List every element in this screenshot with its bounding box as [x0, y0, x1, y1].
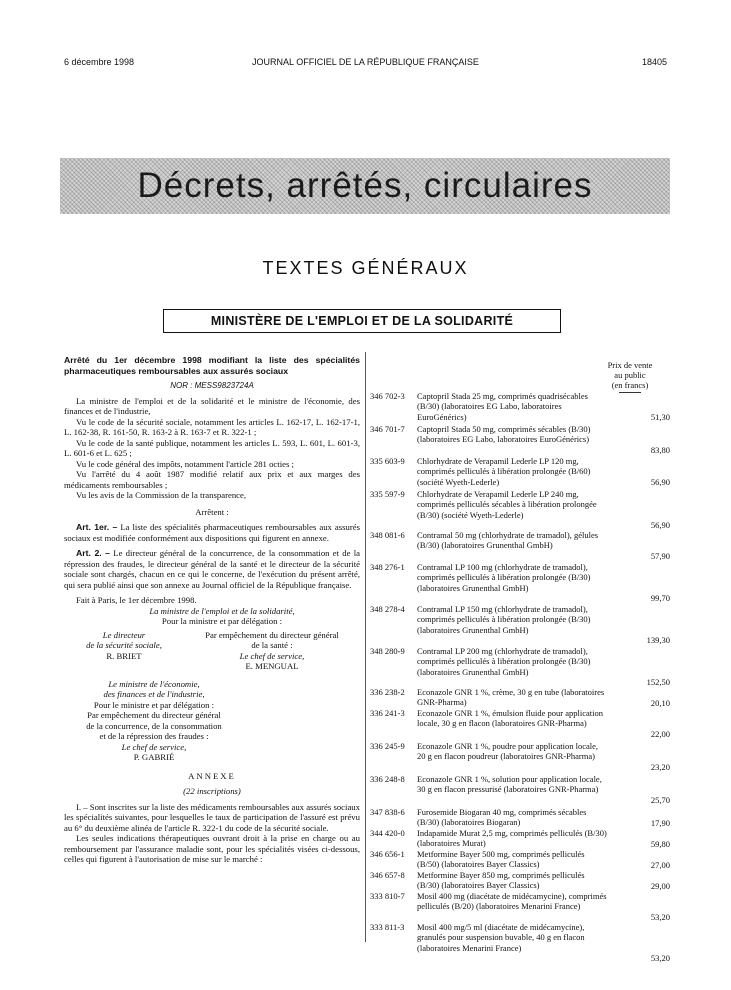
medication-description: Econazole GNR 1 %, solution pour application locale, 30 g en flacon pressurisé (laboratoires GNR-Pharma): [417, 774, 602, 795]
medication-description: Contramal LP 150 mg (chlorhydrate de tramadol), comprimés pelliculés à libération prolongée (B/30) (laboratoires Grunenthal GmbH): [417, 604, 591, 635]
preamble-paragraph: Vu le code général des impôts, notamment l'article 281 octies ;: [76, 458, 294, 469]
cip-code: 347 838-6: [370, 807, 405, 817]
ministry-box: MINISTÈRE DE L'EMPLOI ET DE LA SOLIDARITÉ: [163, 309, 561, 333]
medication-price: 57,90: [650, 550, 670, 561]
medication-row: [370, 489, 670, 530]
medication-price: 53,20: [650, 911, 670, 922]
medication-price: 25,70: [650, 794, 670, 805]
medication-row: [370, 687, 670, 708]
signature-left: [64, 630, 184, 672]
medication-description: Contramal LP 200 mg (chlorhydrate de tramadol), comprimés pelliculés à libération prolongée (B/30) (laboratoires Grunenthal GmbH): [417, 646, 591, 677]
cip-code: 348 280-9: [370, 646, 405, 656]
cip-code: 346 657-8: [370, 870, 405, 880]
signature-line: de la santé :: [251, 640, 293, 650]
section-banner: [60, 158, 670, 214]
annexe-heading: ANNEXE: [188, 770, 236, 781]
medication-price: 56,90: [650, 519, 670, 530]
preamble-paragraph: Vu le code de la sécurité sociale, notamment les articles L. 162-17, L. 162-17-1, L. 162-38, R. 161-50, R. 163-2 à R. 163-7 et R. 322-1 ;: [64, 416, 360, 437]
medication-row: [370, 807, 670, 828]
annexe-paragraph: I. – Sont inscrites sur la liste des médicaments remboursables aux assurés sociaux les spécialités suivantes, pour lesquelles le taux de participation de l'assuré est prévu au 6° du deuxième alinéa de l'article R. 322-1 du code de la sécurité sociale.: [64, 801, 360, 833]
cip-code: 348 081-6: [370, 530, 405, 540]
signature-line: de la sécurité sociale,: [86, 640, 162, 650]
medication-description: Econazole GNR 1 %, poudre pour application locale, 20 g en flacon poudreur (laboratoires GNR-Pharma): [417, 741, 599, 762]
price-header-line: (en francs): [611, 380, 649, 390]
medication-description: Furosemide Biogaran 40 mg, comprimés sécables (B/30) (laboratoires Biogaran): [417, 807, 587, 828]
cip-code: 335 603-9: [370, 456, 405, 466]
column-divider: [365, 352, 366, 942]
nor-reference: NOR : MESS9823724A: [170, 381, 254, 390]
medication-description: Mosil 400 mg (diacétate de midécamycine), comprimés pelliculés (B/20) (laboratoires Menarini France): [417, 891, 607, 912]
medication-description: Captopril Stada 25 mg, comprimés quadrisécables (B/30) (laboratoires EG Labo, laboratoires EuroGénérics): [417, 391, 588, 422]
medication-description: Captopril Stada 50 mg, comprimés sécables (B/30) (laboratoires EG Labo, laboratoires EuroGénérics): [417, 424, 591, 445]
signature-line: Le chef de service,: [121, 741, 187, 752]
cip-code: 333 810-7: [370, 891, 405, 901]
cip-code: 348 276-1: [370, 562, 405, 572]
medication-description: Contramal LP 100 mg (chlorhydrate de tramadol), comprimés pelliculés à libération prolongée (B/30) (laboratoires Grunenthal GmbH): [417, 562, 591, 593]
cip-code: 336 248-8: [370, 774, 405, 784]
header-date: 6 décembre 1998: [64, 57, 135, 67]
medication-price: 17,90: [650, 817, 670, 828]
medication-description: Econazole GNR 1 %, crème, 30 g en tube (laboratoires GNR-Pharma): [417, 687, 605, 708]
article-1: [64, 522, 360, 543]
section-title: TEXTES GÉNÉRAUX: [262, 258, 469, 278]
medication-row: [370, 922, 670, 963]
medication-row: [370, 741, 670, 772]
cip-code: 346 701-7: [370, 424, 405, 434]
medication-price: 20,10: [650, 697, 670, 708]
signature-name: E. MENGUAL: [245, 661, 299, 671]
medication-description: Metformine Bayer 500 mg, comprimés pelliculés (B/50) (laboratoires Bayer Classics): [417, 849, 585, 870]
signature-line: Le directeur: [102, 629, 146, 640]
signature-name: P. GABRIÉ: [133, 752, 175, 762]
preamble-paragraph: Vu les avis de la Commission de la transparence,: [76, 490, 247, 500]
signature-line: et de la répression des fraudes :: [99, 731, 209, 741]
medication-price: 59,80: [650, 838, 670, 849]
medication-price: 139,30: [646, 634, 670, 645]
header-page-number: 18405: [641, 57, 667, 67]
medication-row: [370, 708, 670, 739]
medication-price: 99,70: [650, 592, 670, 603]
medication-row: [370, 604, 670, 645]
medication-row: [370, 424, 670, 455]
preamble-paragraph: La ministre de l'emploi et de la solidarité et le ministre de l'économie, des finances et de l'industrie,: [64, 395, 360, 416]
cip-code: 346 702-3: [370, 391, 405, 401]
article-1-label: Art. 1er. –: [76, 522, 118, 532]
medication-description: Indapamide Murat 2,5 mg, comprimés pelliculés (B/30) (laboratoires Murat): [417, 828, 607, 849]
cip-code: 346 656-1: [370, 849, 405, 859]
cip-code: 336 238-2: [370, 687, 405, 697]
signatory-title: La ministre de l'emploi et de la solidarité,: [149, 605, 295, 616]
medication-price: 29,00: [650, 880, 670, 891]
medication-price: 152,50: [646, 676, 670, 687]
medication-price: 56,90: [650, 476, 670, 487]
medication-description: Metformine Bayer 850 mg, comprimés pelliculés (B/30) (laboratoires Bayer Classics): [417, 870, 585, 891]
annexe-subheading: (22 inscriptions): [183, 786, 241, 796]
signature-line: de la concurrence, de la consommation: [86, 720, 222, 731]
signature-line: Par empêchement du directeur général: [87, 710, 221, 720]
medication-price: 51,30: [650, 411, 670, 422]
signature-line: Par empêchement du directeur général: [205, 629, 339, 640]
signature-line: Le ministre de l'économie,: [108, 678, 200, 689]
cip-code: 344 420-0: [370, 828, 405, 838]
signature-date: Fait à Paris, le 1er décembre 1998.: [76, 595, 197, 605]
price-column-header: [590, 360, 670, 393]
left-column: [64, 355, 360, 865]
price-header-line: Prix de vente: [607, 360, 653, 370]
signature-right: [184, 630, 360, 672]
signatory-delegation: Pour la ministre et par délégation :: [161, 616, 283, 626]
signature-line: Le chef de service,: [239, 650, 305, 661]
signature-block: [64, 630, 360, 672]
cip-code: 335 597-9: [370, 489, 405, 499]
medication-row: [370, 646, 670, 687]
medication-row: [370, 849, 670, 870]
medication-row: [370, 562, 670, 603]
medication-description: Contramal 50 mg (chlorhydrate de tramadol), gélules (B/30) (laboratoires Grunenthal GmbH): [417, 530, 599, 551]
medication-description: Chlorhydrate de Verapamil Lederle LP 240 mg, comprimés pelliculés sécables à libération prolongée (B/30) (société Wyeth-Lederle): [417, 489, 597, 520]
article-2-label: Art. 2. –: [76, 548, 111, 558]
annexe-paragraph: Les seules indications thérapeutiques ouvrant droit à la prise en charge ou au remboursement par l'assurance maladie sont, pour les spécialités visées ci-dessous, celles qui figurent à l'autorisation de mise sur le marché :: [64, 833, 360, 864]
cip-code: 348 278-4: [370, 604, 405, 614]
cip-code: 336 245-9: [370, 741, 405, 751]
article-1-text: La liste des spécialités pharmaceutiques remboursables aux assurés sociaux est modifiée conformément aux dispositions qui figurent en annexe.: [64, 522, 361, 543]
preamble-paragraph: Vu l'arrêté du 4 août 1987 modifié relatif aux prix et aux marges des médicaments remboursables ;: [64, 469, 360, 490]
medication-description: Econazole GNR 1 %, émulsion fluide pour application locale, 30 g en flacon (laboratoires GNR-Pharma): [417, 708, 604, 729]
medication-row: [370, 870, 670, 891]
header-journal: JOURNAL OFFICIEL DE LA RÉPUBLIQUE FRANÇAISE: [252, 57, 479, 67]
medication-description: Chlorhydrate de Verapamil Lederle LP 120 mg, comprimés pelliculés à libération prolongée (B/60) (société Wyeth-Lederle): [417, 456, 591, 487]
article-2-text: Le directeur général de la concurrence, de la consommation et de la répression des fraudes, le directeur général de la santé et le directeur de la sécurité sociale sont chargés, chacun en ce qui le concerne, de l'exécution du présent arrêté, qui sera publié ainsi que son annexe au Journal officiel de la République française.: [64, 548, 360, 590]
preamble-paragraph: Vu le code de la santé publique, notamment les articles L. 593, L. 601, L. 601-3, L. 601-6 et L. 625 ;: [64, 437, 360, 458]
medication-price: 23,20: [650, 761, 670, 772]
banner-title: Décrets, arrêtés, circulaires: [137, 166, 593, 205]
medication-price: 27,00: [650, 859, 670, 870]
medication-row: [370, 391, 670, 422]
medication-description: Mosil 400 mg/5 ml (diacétate de midécamycine), granulés pour suspension buvable, 40 g en flacon (laboratoires Menarini France): [417, 922, 585, 953]
decree-title: Arrêté du 1er décembre 1998 modifiant la liste des spécialités pharmaceutiques remboursables aux assurés sociaux: [64, 355, 360, 376]
signature-block-2: [64, 679, 244, 763]
medication-row: [370, 456, 670, 487]
medication-price: 22,00: [650, 728, 670, 739]
medication-row: [370, 530, 670, 561]
price-header-line: au public: [614, 370, 646, 380]
signature-name: R. BRIET: [106, 650, 142, 661]
medication-price: 83,80: [650, 444, 670, 455]
cip-code: 333 811-3: [370, 922, 405, 932]
medication-price: 53,20: [650, 952, 670, 963]
arretent: Arrêtent :: [195, 506, 229, 517]
signature-line: Pour le ministre et par délégation :: [93, 699, 215, 710]
medication-row: [370, 828, 670, 849]
article-2: [64, 548, 360, 590]
medication-row: [370, 774, 670, 805]
signature-line: des finances et de l'industrie,: [103, 689, 205, 699]
medication-row: [370, 891, 670, 922]
cip-code: 336 241-3: [370, 708, 405, 718]
